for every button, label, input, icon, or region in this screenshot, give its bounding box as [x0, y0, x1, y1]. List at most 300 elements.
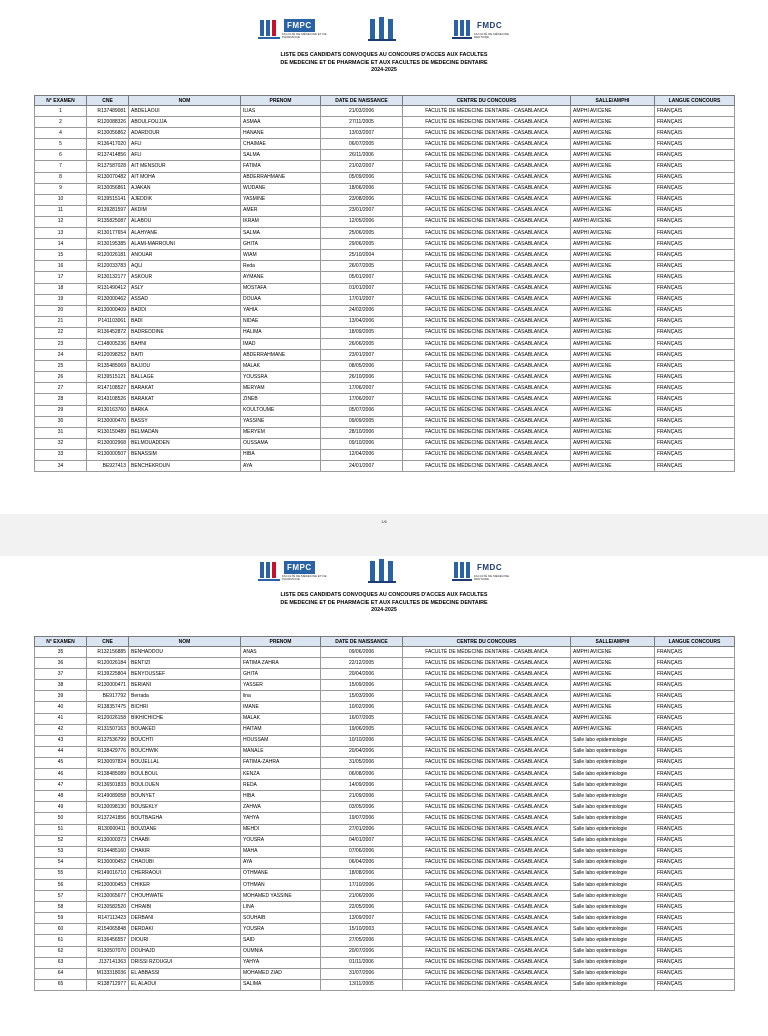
table-row	[35, 338, 735, 349]
first-name-cell: Reda	[241, 261, 321, 272]
exam-language-cell: FRANÇAIS	[655, 891, 735, 902]
last-name-cell: DOUHAJD	[129, 946, 241, 957]
exam-number-cell: 12	[35, 216, 87, 227]
exam-language-cell: FRANÇAIS	[655, 724, 735, 735]
cne-cell: M133318036	[87, 968, 129, 979]
cne-cell: R130000373	[87, 835, 129, 846]
exam-number-cell: 59	[35, 913, 87, 924]
cne-cell: R138357475	[87, 702, 129, 713]
birth-date-cell: 24/02/2006	[321, 305, 403, 316]
exam-language-cell: FRANÇAIS	[655, 172, 735, 183]
fmpc-badge: FMPC	[284, 19, 315, 32]
birth-date-cell: 03/05/2006	[321, 802, 403, 813]
exam-centre-cell: FACULTÉ DE MÉDECINE DENTAIRE - CASABLANCA	[403, 172, 571, 183]
exam-number-cell: 47	[35, 780, 87, 791]
exam-centre-cell: FACULTÉ DE MÉDECINE DENTAIRE - CASABLANCA	[403, 691, 571, 702]
table-row	[35, 194, 735, 205]
first-name-cell: ABDERRAHMANE	[241, 172, 321, 183]
table-row	[35, 283, 735, 294]
cne-cell: R130132177	[87, 272, 129, 283]
exam-number-cell: 61	[35, 935, 87, 946]
table-row	[35, 979, 735, 990]
table-row	[35, 713, 735, 724]
cne-cell: R130000507	[87, 449, 129, 460]
exam-centre-cell: FACULTÉ DE MÉDECINE DENTAIRE - CASABLANCA	[403, 957, 571, 968]
birth-date-cell: 18/08/2006	[321, 868, 403, 879]
exam-language-cell: FRANÇAIS	[655, 913, 735, 924]
table-row	[35, 161, 735, 172]
cne-cell: R130056861	[87, 183, 129, 194]
exam-number-cell: 21	[35, 316, 87, 327]
table-row	[35, 769, 735, 780]
table-row	[35, 261, 735, 272]
table-row	[35, 957, 735, 968]
first-name-cell: MOHAMED ZIAD	[241, 968, 321, 979]
table-row	[35, 813, 735, 824]
birth-date-cell: 22/12/2005	[321, 658, 403, 669]
cne-cell: P141103061	[87, 316, 129, 327]
cne-cell: R137536799	[87, 735, 129, 746]
table-row	[35, 868, 735, 879]
room-cell: AMPHI AVICENE	[571, 438, 655, 449]
birth-date-cell: 28/10/2006	[321, 427, 403, 438]
exam-language-cell: FRANÇAIS	[655, 713, 735, 724]
first-name-cell: FATIMA	[241, 161, 321, 172]
first-name-cell: YAHYA	[241, 813, 321, 824]
table-row	[35, 228, 735, 239]
table-row	[35, 857, 735, 868]
exam-number-cell: 9	[35, 183, 87, 194]
cne-cell: R154065848	[87, 924, 129, 935]
exam-language-cell: FRANÇAIS	[655, 824, 735, 835]
last-name-cell: BOUAKED	[129, 724, 241, 735]
last-name-cell: ASLY	[129, 283, 241, 294]
cne-cell: R130000462	[87, 294, 129, 305]
last-name-cell: BAJJOU	[129, 361, 241, 372]
first-name-cell: lina	[241, 691, 321, 702]
last-name-cell: CHRAIBI	[129, 902, 241, 913]
cne-cell: R130000452	[87, 857, 129, 868]
first-name-cell: YAHIA	[241, 305, 321, 316]
room-cell: AMPHI AVICENE	[571, 316, 655, 327]
birth-date-cell: 20/04/2006	[321, 746, 403, 757]
first-name-cell: IKRAM	[241, 216, 321, 227]
cne-cell: R134485160	[87, 846, 129, 857]
cne-cell: R130002968	[87, 438, 129, 449]
table-row	[35, 669, 735, 680]
exam-centre-cell: FACULTÉ DE MÉDECINE DENTAIRE - CASABLANCA	[403, 128, 571, 139]
table-row	[35, 935, 735, 946]
birth-date-cell: 24/01/2007	[321, 461, 403, 472]
last-name-cell: BAITI	[129, 350, 241, 361]
last-name-cell: BERIANI	[129, 680, 241, 691]
cne-cell: R130195385	[87, 239, 129, 250]
first-name-cell: ANAS	[241, 647, 321, 658]
room-cell: AMPHI AVICENE	[571, 183, 655, 194]
cne-cell: R130000471	[87, 680, 129, 691]
room-cell: AMPHI AVICENE	[571, 338, 655, 349]
last-name-cell: BASSY	[129, 416, 241, 427]
exam-number-cell: 53	[35, 846, 87, 857]
birth-date-cell: 31/07/2006	[321, 968, 403, 979]
room-cell: AMPHI AVICENE	[571, 161, 655, 172]
exam-centre-cell: FACULTÉ DE MÉDECINE DENTAIRE - CASABLANCA	[403, 316, 571, 327]
cne-cell: R130163760	[87, 405, 129, 416]
column-header: NOM	[129, 637, 241, 647]
cne-cell: R130000411	[87, 824, 129, 835]
exam-centre-cell: FACULTÉ DE MÉDECINE DENTAIRE - CASABLANCA	[403, 791, 571, 802]
cne-cell: R120026184	[87, 658, 129, 669]
table-row	[35, 350, 735, 361]
exam-number-cell: 31	[35, 427, 87, 438]
column-header: N° EXAMEN	[35, 96, 87, 106]
first-name-cell: ZAHWA	[241, 802, 321, 813]
birth-date-cell: 12/05/2006	[321, 216, 403, 227]
exam-language-cell: FRANÇAIS	[655, 968, 735, 979]
first-name-cell: AYA	[241, 857, 321, 868]
cne-cell: R139225804	[87, 669, 129, 680]
first-name-cell: IMAD	[241, 338, 321, 349]
table-row	[35, 405, 735, 416]
room-cell: AMPHI AVICENE	[571, 461, 655, 472]
exam-centre-cell: FACULTÉ DE MÉDECINE DENTAIRE - CASABLANCA	[403, 394, 571, 405]
exam-language-cell: FRANÇAIS	[655, 780, 735, 791]
exam-centre-cell: FACULTÉ DE MÉDECINE DENTAIRE - CASABLANCA	[403, 283, 571, 294]
exam-language-cell: FRANÇAIS	[655, 835, 735, 846]
exam-centre-cell: FACULTÉ DE MÉDECINE DENTAIRE - CASABLANCA	[403, 647, 571, 658]
last-name-cell: BOUJELLAL	[129, 757, 241, 768]
birth-date-cell: 23/01/2007	[321, 350, 403, 361]
birth-date-cell: 19/06/2005	[321, 724, 403, 735]
exam-number-cell: 50	[35, 813, 87, 824]
first-name-cell: HOUSSAM	[241, 735, 321, 746]
exam-number-cell: 7	[35, 161, 87, 172]
birth-date-cell: 09/09/2005	[321, 416, 403, 427]
cne-cell: R137414856	[87, 150, 129, 161]
exam-number-cell: 17	[35, 272, 87, 283]
last-name-cell: BOUNYET	[129, 791, 241, 802]
fmpc-logo	[258, 559, 328, 583]
room-cell: AMPHI AVICENE	[571, 691, 655, 702]
fmdc-logo	[452, 559, 514, 583]
room-cell: AMPHI AVICENE	[571, 194, 655, 205]
birth-date-cell: 21/09/2006	[321, 791, 403, 802]
table-row	[35, 946, 735, 957]
birth-date-cell: 23/08/2006	[321, 194, 403, 205]
last-name-cell: BADREDDINE	[129, 327, 241, 338]
last-name-cell: EL ALAOUI	[129, 979, 241, 990]
exam-centre-cell: FACULTÉ DE MÉDECINE DENTAIRE - CASABLANCA	[403, 216, 571, 227]
table-row	[35, 305, 735, 316]
last-name-cell: AFLI	[129, 150, 241, 161]
exam-number-cell: 1	[35, 106, 87, 117]
first-name-cell: MALAK	[241, 361, 321, 372]
exam-number-cell: 44	[35, 746, 87, 757]
exam-centre-cell: FACULTÉ DE MÉDECINE DENTAIRE - CASABLANCA	[403, 735, 571, 746]
exam-language-cell: FRANÇAIS	[655, 128, 735, 139]
last-name-cell: BOUSEKLY	[129, 802, 241, 813]
exam-centre-cell: FACULTÉ DE MÉDECINE DENTAIRE - CASABLANCA	[403, 183, 571, 194]
cne-cell: R138485089	[87, 769, 129, 780]
fmpc-subtitle: FACULTÉ DE MÉDECINE ET DE PHARMACIE	[282, 574, 327, 581]
cne-cell: R136456557	[87, 935, 129, 946]
birth-date-cell: 17/10/2006	[321, 879, 403, 890]
table-row	[35, 361, 735, 372]
room-cell: Salle labo epidemiologie	[571, 868, 655, 879]
first-name-cell: MERYAM	[241, 383, 321, 394]
exam-language-cell: FRANÇAIS	[655, 935, 735, 946]
first-name-cell: HIBA	[241, 449, 321, 460]
exam-centre-cell: FACULTÉ DE MÉDECINE DENTAIRE - CASABLANCA	[403, 802, 571, 813]
room-cell: AMPHI AVICENE	[571, 205, 655, 216]
column-header: SALLE/AMPHI	[571, 637, 655, 647]
first-name-cell: OUSSAMA	[241, 438, 321, 449]
exam-centre-cell: FACULTÉ DE MÉDECINE DENTAIRE - CASABLANCA	[403, 139, 571, 150]
exam-centre-cell: FACULTÉ DE MÉDECINE DENTAIRE - CASABLANCA	[403, 824, 571, 835]
first-name-cell: YAHYA	[241, 957, 321, 968]
room-cell: AMPHI AVICENE	[571, 117, 655, 128]
last-name-cell: BOULOUEN	[129, 780, 241, 791]
exam-centre-cell: FACULTÉ DE MÉDECINE DENTAIRE - CASABLANCA	[403, 879, 571, 890]
birth-date-cell: 29/06/2005	[321, 239, 403, 250]
cne-cell: R136417020	[87, 139, 129, 150]
exam-centre-cell: FACULTÉ DE MÉDECINE DENTAIRE - CASABLANCA	[403, 702, 571, 713]
room-cell: AMPHI AVICENE	[571, 394, 655, 405]
table-row	[35, 272, 735, 283]
first-name-cell: AYA	[241, 461, 321, 472]
exam-language-cell: FRANÇAIS	[655, 150, 735, 161]
birth-date-cell: 20/07/2006	[321, 946, 403, 957]
exam-number-cell: 15	[35, 250, 87, 261]
exam-number-cell: 34	[35, 461, 87, 472]
room-cell: AMPHI AVICENE	[571, 372, 655, 383]
exam-number-cell: 13	[35, 228, 87, 239]
room-cell: AMPHI AVICENE	[571, 647, 655, 658]
exam-language-cell: FRANÇAIS	[655, 117, 735, 128]
exam-number-cell: 8	[35, 172, 87, 183]
cne-cell: R139515141	[87, 194, 129, 205]
exam-language-cell: FRANÇAIS	[655, 461, 735, 472]
room-cell: Salle labo epidemiologie	[571, 957, 655, 968]
last-name-cell: BARAKAT	[129, 383, 241, 394]
cne-cell: R130000470	[87, 416, 129, 427]
last-name-cell: BICHRI	[129, 702, 241, 713]
birth-date-cell: 01/11/2006	[321, 957, 403, 968]
exam-language-cell: FRANÇAIS	[655, 294, 735, 305]
table-row	[35, 327, 735, 338]
room-cell: AMPHI AVICENE	[571, 669, 655, 680]
birth-date-cell: 15/03/2006	[321, 691, 403, 702]
cne-cell: R130070482	[87, 172, 129, 183]
birth-date-cell: 06/04/2006	[321, 857, 403, 868]
document-page-1	[0, 0, 768, 514]
exam-language-cell: FRANÇAIS	[655, 957, 735, 968]
last-name-cell: ALABOU	[129, 216, 241, 227]
birth-date-cell: 25/10/2004	[321, 250, 403, 261]
exam-centre-cell: FACULTÉ DE MÉDECINE DENTAIRE - CASABLANCA	[403, 979, 571, 990]
exam-language-cell: FRANÇAIS	[655, 647, 735, 658]
table-row	[35, 757, 735, 768]
room-cell: AMPHI AVICENE	[571, 283, 655, 294]
room-cell: AMPHI AVICENE	[571, 261, 655, 272]
first-name-cell: YOUSSRA	[241, 372, 321, 383]
last-name-cell: CHAOUBI	[129, 857, 241, 868]
first-name-cell: YOUSRA	[241, 835, 321, 846]
room-cell: AMPHI AVICENE	[571, 139, 655, 150]
table-row	[35, 724, 735, 735]
last-name-cell: BOUCHTI	[129, 735, 241, 746]
room-cell: Salle labo epidemiologie	[571, 913, 655, 924]
cne-cell: R130098130	[87, 802, 129, 813]
exam-language-cell: FRANÇAIS	[655, 979, 735, 990]
cne-cell: R120026181	[87, 250, 129, 261]
room-cell: AMPHI AVICENE	[571, 405, 655, 416]
cne-cell: R120033783	[87, 261, 129, 272]
first-name-cell: KENZA	[241, 769, 321, 780]
last-name-cell: BENHADDOU	[129, 647, 241, 658]
last-name-cell: ABOULFOUJJA	[129, 117, 241, 128]
exam-centre-cell: FACULTÉ DE MÉDECINE DENTAIRE - CASABLANCA	[403, 327, 571, 338]
first-name-cell: MEHDI	[241, 824, 321, 835]
room-cell: AMPHI AVICENE	[571, 449, 655, 460]
exam-language-cell: FRANÇAIS	[655, 239, 735, 250]
exam-language-cell: FRANÇAIS	[655, 791, 735, 802]
last-name-cell: BENYOUSSEF	[129, 669, 241, 680]
exam-number-cell: 25	[35, 361, 87, 372]
birth-date-cell: 08/05/2006	[321, 361, 403, 372]
exam-number-cell: 22	[35, 327, 87, 338]
first-name-cell: SALIMA	[241, 979, 321, 990]
exam-language-cell: FRANÇAIS	[655, 338, 735, 349]
exam-language-cell: FRANÇAIS	[655, 183, 735, 194]
birth-date-cell: 06/08/2006	[321, 769, 403, 780]
cne-cell: R130000409	[87, 305, 129, 316]
exam-centre-cell: FACULTÉ DE MÉDECINE DENTAIRE - CASABLANCA	[403, 372, 571, 383]
exam-centre-cell: FACULTÉ DE MÉDECINE DENTAIRE - CASABLANCA	[403, 946, 571, 957]
table-row	[35, 250, 735, 261]
fmpc-badge: FMPC	[284, 561, 315, 574]
table-header	[35, 96, 735, 106]
candidates-table	[34, 95, 735, 472]
table-row	[35, 239, 735, 250]
exam-centre-cell: FACULTÉ DE MÉDECINE DENTAIRE - CASABLANCA	[403, 416, 571, 427]
first-name-cell: OUMNIA	[241, 946, 321, 957]
last-name-cell: ADARDOUR	[129, 128, 241, 139]
birth-date-cell: 26/06/2005	[321, 338, 403, 349]
last-name-cell: DRISSI RZOUGUI	[129, 957, 241, 968]
cne-cell: R120026158	[87, 713, 129, 724]
cne-cell: R138429776	[87, 746, 129, 757]
exam-number-cell: 63	[35, 957, 87, 968]
table-row	[35, 183, 735, 194]
column-header: NOM	[129, 96, 241, 106]
room-cell: Salle labo epidemiologie	[571, 979, 655, 990]
exam-centre-cell: FACULTÉ DE MÉDECINE DENTAIRE - CASABLANCA	[403, 117, 571, 128]
exam-number-cell: 48	[35, 791, 87, 802]
column-header: LANGUE CONCOURS	[655, 637, 735, 647]
exam-language-cell: FRANÇAIS	[655, 194, 735, 205]
room-cell: Salle labo epidemiologie	[571, 935, 655, 946]
exam-language-cell: FRANÇAIS	[655, 879, 735, 890]
column-header: LANGUE CONCOURS	[655, 96, 735, 106]
title-line-1: LISTE DES CANDIDATS CONVOQUES AU CONCOURS D'ACCES AUX FACULTES	[280, 52, 488, 58]
column-header: CNE	[87, 96, 129, 106]
cne-cell: R130507070	[87, 946, 129, 957]
first-name-cell: WIJDANE	[241, 183, 321, 194]
exam-centre-cell: FACULTÉ DE MÉDECINE DENTAIRE - CASABLANCA	[403, 857, 571, 868]
exam-language-cell: FRANÇAIS	[655, 924, 735, 935]
exam-number-cell: 39	[35, 691, 87, 702]
exam-number-cell: 49	[35, 802, 87, 813]
table-row	[35, 780, 735, 791]
exam-centre-cell: FACULTÉ DE MÉDECINE DENTAIRE - CASABLANCA	[403, 846, 571, 857]
exam-centre-cell: FACULTÉ DE MÉDECINE DENTAIRE - CASABLANCA	[403, 835, 571, 846]
exam-language-cell: FRANÇAIS	[655, 106, 735, 117]
room-cell: AMPHI AVICENE	[571, 216, 655, 227]
birth-date-cell: 21/02/2007	[321, 161, 403, 172]
exam-number-cell: 32	[35, 438, 87, 449]
exam-number-cell: 36	[35, 658, 87, 669]
first-name-cell: HAITAM	[241, 724, 321, 735]
exam-centre-cell: FACULTÉ DE MÉDECINE DENTAIRE - CASABLANCA	[403, 261, 571, 272]
first-name-cell: YASSINE	[241, 416, 321, 427]
table-row	[35, 702, 735, 713]
exam-number-cell: 60	[35, 924, 87, 935]
exam-number-cell: 64	[35, 968, 87, 979]
birth-date-cell: 25/06/2005	[321, 228, 403, 239]
exam-language-cell: FRANÇAIS	[655, 372, 735, 383]
first-name-cell: GHITA	[241, 669, 321, 680]
birth-date-cell: 26/11/2006	[321, 150, 403, 161]
last-name-cell: BARKA	[129, 405, 241, 416]
exam-language-cell: FRANÇAIS	[655, 228, 735, 239]
column-header: SALLE/AMPHI	[571, 96, 655, 106]
fmdc-subtitle: FACULTÉ DE MÉDECINE DENTAIRE	[474, 574, 509, 581]
exam-number-cell: 33	[35, 449, 87, 460]
exam-centre-cell: FACULTÉ DE MÉDECINE DENTAIRE - CASABLANCA	[403, 658, 571, 669]
exam-centre-cell: FACULTÉ DE MÉDECINE DENTAIRE - CASABLANCA	[403, 294, 571, 305]
birth-date-cell: 15/10/2003	[321, 924, 403, 935]
cne-cell: R131507163	[87, 724, 129, 735]
birth-date-cell: 09/06/2006	[321, 647, 403, 658]
table-row	[35, 968, 735, 979]
room-cell: AMPHI AVICENE	[571, 383, 655, 394]
exam-centre-cell: FACULTÉ DE MÉDECINE DENTAIRE - CASABLANCA	[403, 350, 571, 361]
birth-date-cell: 18/06/2006	[321, 183, 403, 194]
title-line-1: LISTE DES CANDIDATS CONVOQUES AU CONCOURS D'ACCES AUX FACULTES	[280, 592, 488, 598]
cne-cell: R132156885	[87, 647, 129, 658]
first-name-cell: SALMA	[241, 150, 321, 161]
column-header: N° EXAMEN	[35, 637, 87, 647]
first-name-cell: SAID	[241, 935, 321, 946]
exam-language-cell: FRANÇAIS	[655, 438, 735, 449]
room-cell: Salle labo epidemiologie	[571, 902, 655, 913]
birth-date-cell: 07/06/2006	[321, 846, 403, 857]
table-row	[35, 647, 735, 658]
table-row	[35, 891, 735, 902]
last-name-cell: BENCHEKROUN	[129, 461, 241, 472]
room-cell: Salle labo epidemiologie	[571, 946, 655, 957]
exam-centre-cell: FACULTÉ DE MÉDECINE DENTAIRE - CASABLANCA	[403, 913, 571, 924]
exam-centre-cell: FACULTÉ DE MÉDECINE DENTAIRE - CASABLANCA	[403, 780, 571, 791]
first-name-cell: MOHAMED YASSINE	[241, 891, 321, 902]
exam-centre-cell: FACULTÉ DE MÉDECINE DENTAIRE - CASABLANCA	[403, 868, 571, 879]
cne-cell: R136501833	[87, 780, 129, 791]
document-page-2	[0, 556, 768, 1036]
last-name-cell: Berrada	[129, 691, 241, 702]
birth-date-cell: 05/01/2007	[321, 272, 403, 283]
column-header: PRENOM	[241, 637, 321, 647]
